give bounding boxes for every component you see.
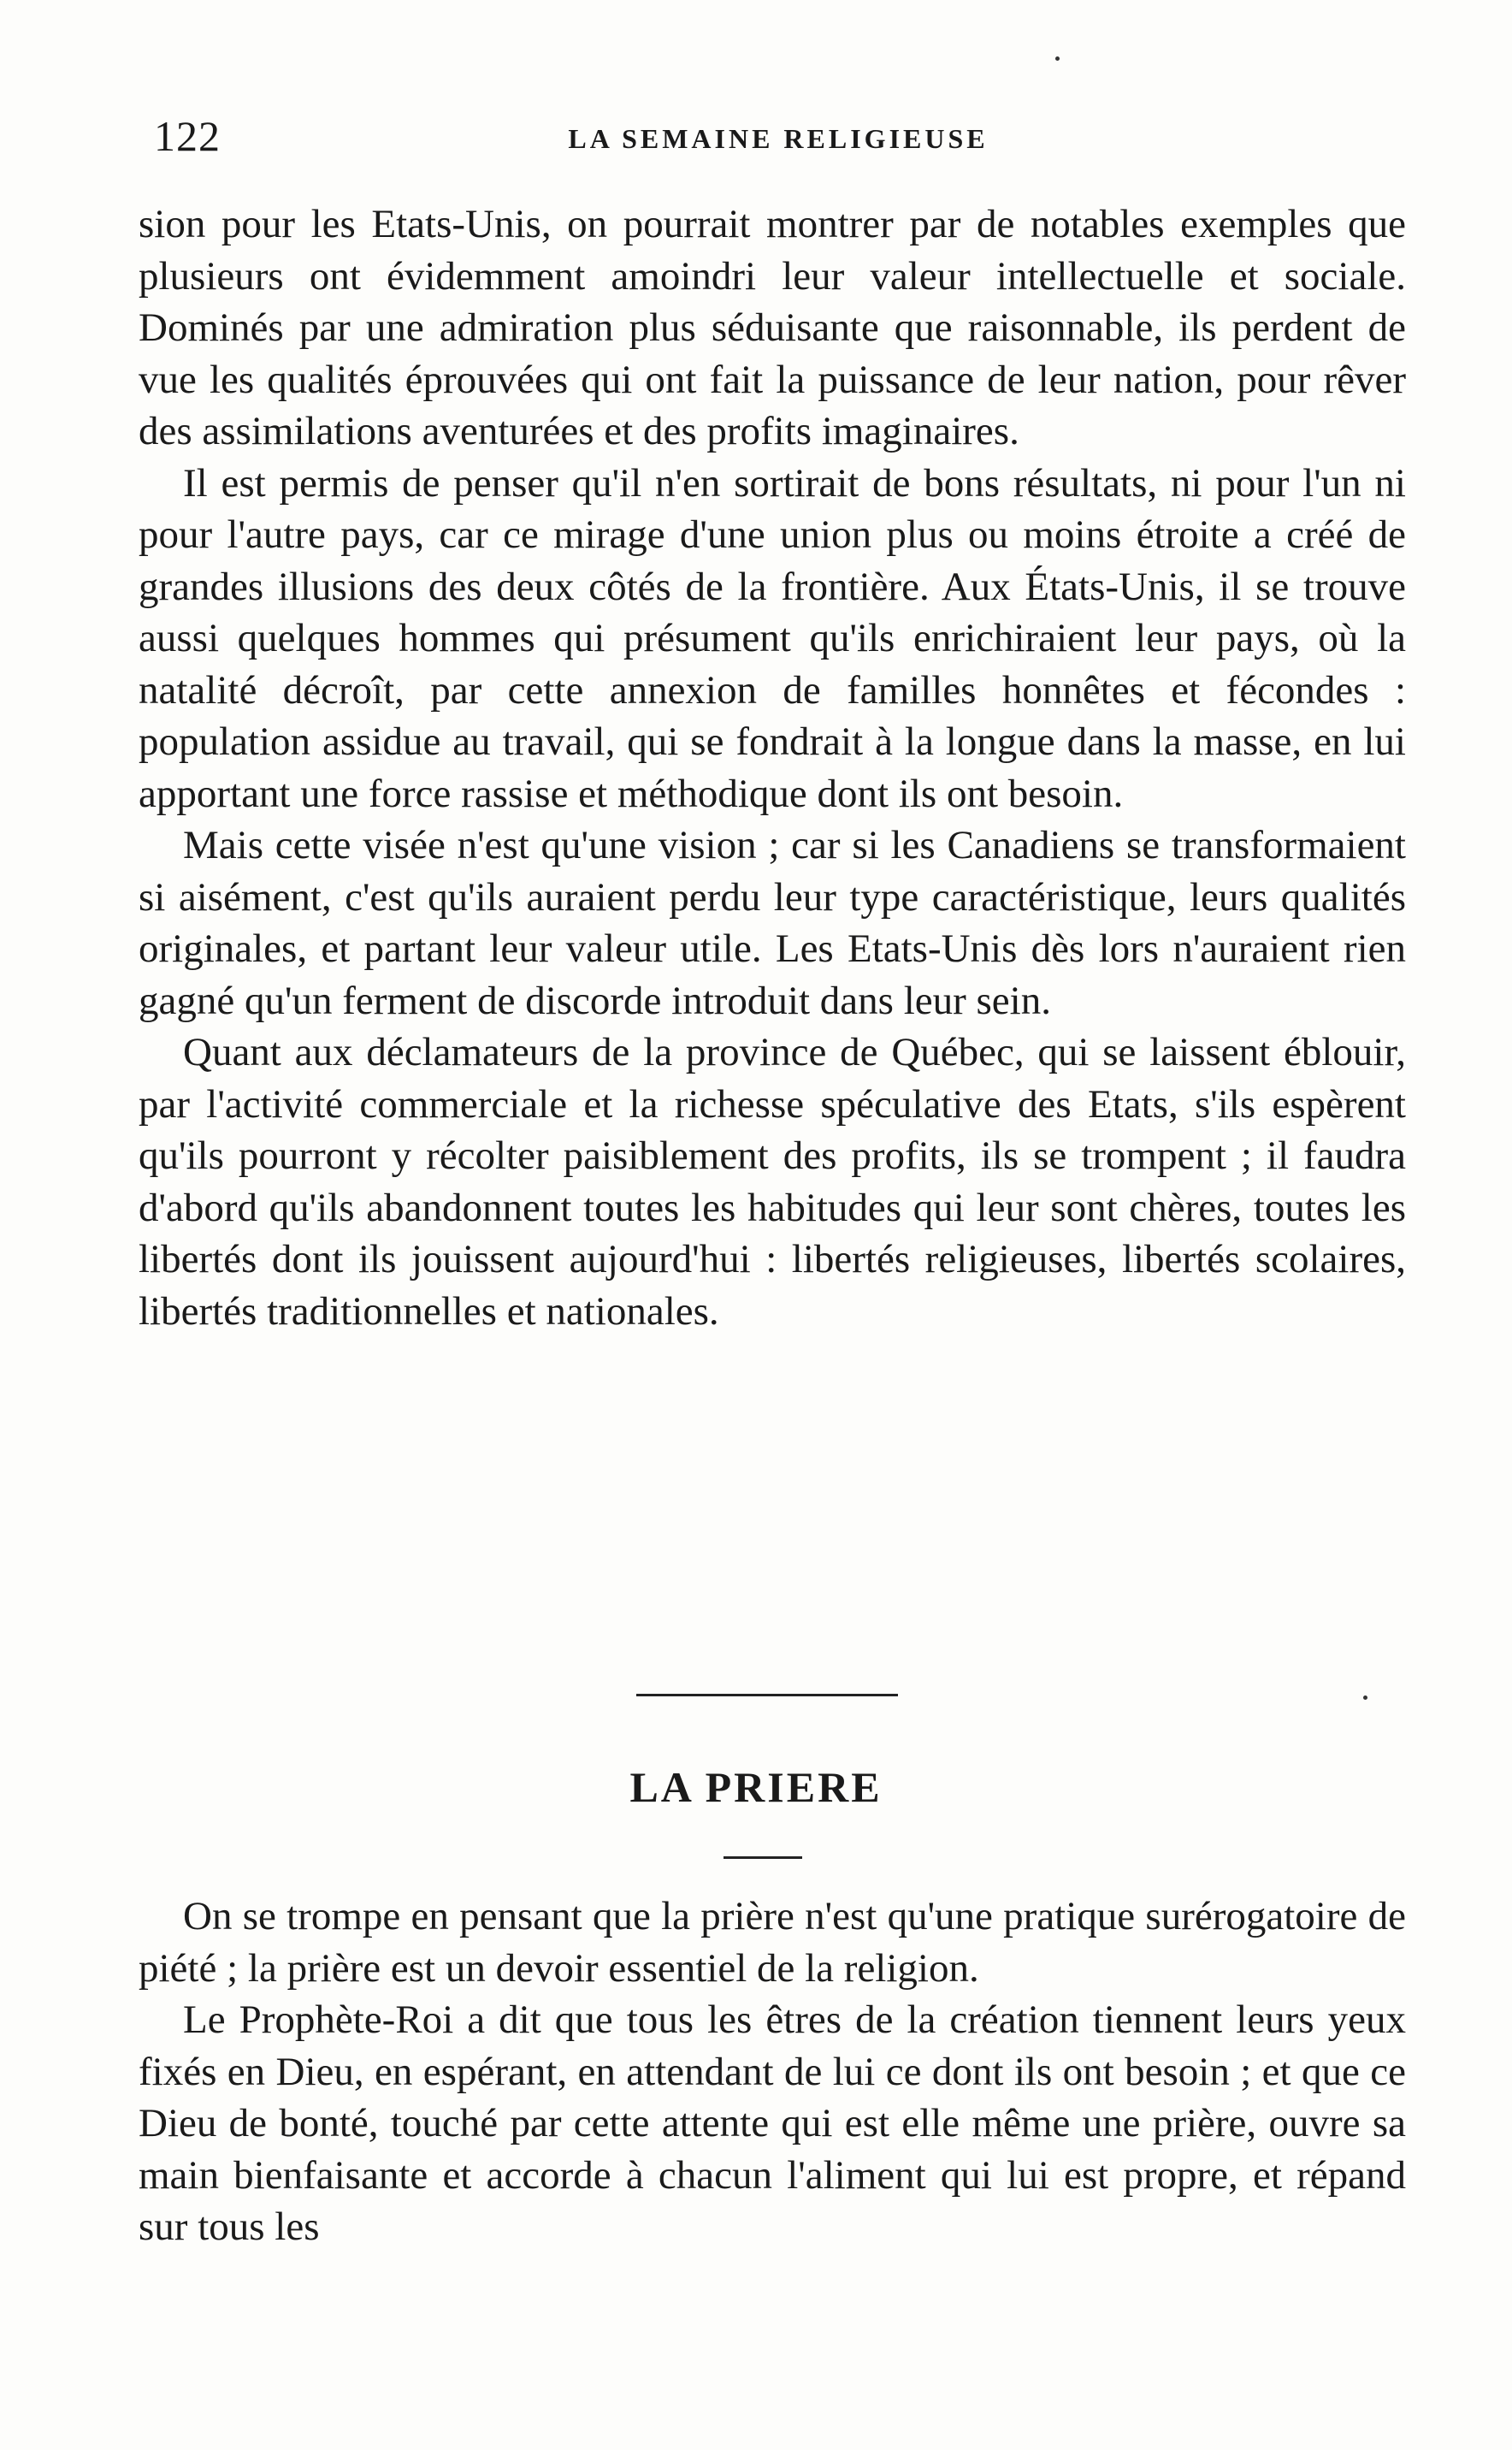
title-underline-rule bbox=[724, 1856, 802, 1859]
paragraph: On se trompe en pensant que la prière n'est qu'une pratique surérogatoire de piété ; la prière est un devoir essentiel de la religion. bbox=[139, 1894, 1406, 1991]
page-header bbox=[154, 111, 1403, 163]
section-title: LA PRIERE bbox=[629, 1763, 883, 1811]
paragraph: Il est permis de penser qu'il n'en sortirait de bons résultats, ni pour l'un ni pour l'autre pays, car ce mirage d'une union plus ou moins étroite a créé de grandes illusions des deux côtés de la frontière. Aux États-Unis, il se trouve aussi quelques hommes qui présument qu'ils enrichiraient leur pays, où la natalité décroît, par cette annexion de familles honnêtes et fécondes : population assidue au travail, qui se fondrait à la longue dans la masse, en lui apportant une force rassise et méthodique dont ils ont besoin. bbox=[139, 460, 1406, 816]
section-body bbox=[139, 1891, 1406, 2253]
page-number: 122 bbox=[154, 112, 221, 160]
running-head: LA SEMAINE RELIGIEUSE bbox=[568, 123, 989, 154]
paragraph: Mais cette visée n'est qu'une vision ; car si les Canadiens se transformaient si aisément, c'est qu'ils auraient perdu leur type caractéristique, leurs qualités originales, et partant leur valeur utile. Les Etats-Unis dès lors n'auraient rien gagné qu'un ferment de discorde introduit dans leur sein. bbox=[139, 823, 1406, 1023]
section-divider-rule bbox=[636, 1694, 898, 1696]
paragraph: sion pour les Etats-Unis, on pourrait montrer par de notables exemples que plusieurs ont évidemment amoindri leur valeur intellectuelle et sociale. Dominés par une admiration plus séduisante que raisonnable, ils perdent de vue les qualités éprouvées qui ont fait la puissance de leur nation, pour rêver des assimilations aventurées et des profits imaginaires. bbox=[139, 202, 1406, 453]
speck-mark bbox=[1363, 1695, 1367, 1700]
article-continuation bbox=[139, 198, 1406, 1337]
paragraph: Le Prophète-Roi a dit que tous les êtres de la création tiennent leurs yeux fixés en Dieu, en espérant, en attendant de lui ce dont ils ont besoin ; et que ce Dieu de bonté, touché par cette attente qui est elle même une prière, ouvre sa main bienfaisante et accorde à chacun l'aliment qui lui est propre, et répand sur tous les bbox=[139, 1997, 1406, 2249]
speck-mark bbox=[1055, 56, 1060, 61]
paragraph: Quant aux déclamateurs de la province de Québec, qui se laissent éblouir, par l'activité commerciale et la richesse spéculative des Etats, s'ils espèrent qu'ils pourront y récolter paisiblement des profits, ils se trompent ; il faudra d'abord qu'ils abandonnent toutes les habitudes qui leur sont chères, toutes les libertés dont ils jouissent aujourd'hui : libertés religieuses, libertés scolaires, libertés traditionnelles et nationales. bbox=[139, 1030, 1406, 1334]
